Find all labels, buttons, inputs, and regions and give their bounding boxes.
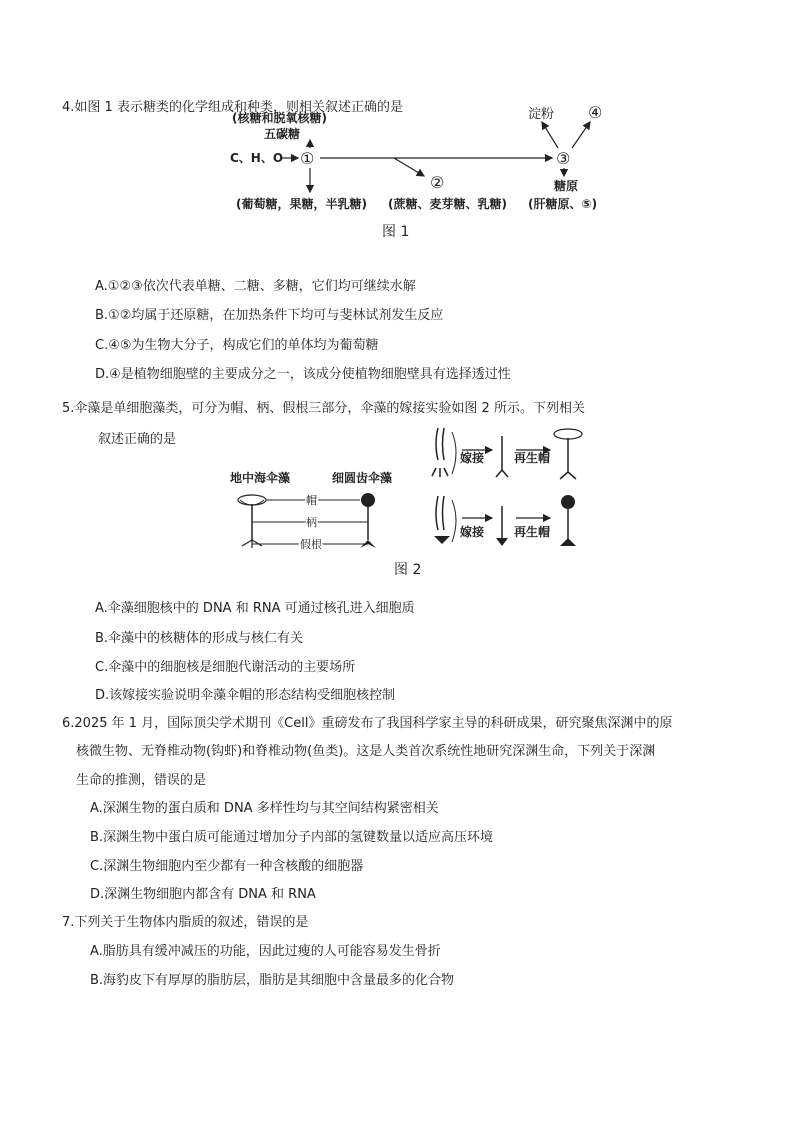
q4-option-d[interactable]: D.④是植物细胞壁的主要成分之一，该成分使植物细胞壁具有选择透过性 (95, 367, 511, 382)
node-3-label: ③ (556, 149, 571, 168)
figure-1-sugar-diagram (222, 96, 642, 246)
q5-option-d[interactable]: D.该嫁接实验说明伞藻伞帽的形态结构受细胞核控制 (95, 688, 396, 703)
glycogen-label: 糖原 (554, 179, 579, 193)
q6-option-c[interactable]: C.深渊生物细胞内至少都有一种含核酸的细胞器 (90, 859, 364, 874)
graft-label-bottom: 嫁接 (460, 525, 485, 539)
starch-label: 淀粉 (528, 107, 555, 122)
stalk-label: 柄 (306, 516, 317, 529)
q6-stem-line2: 核微生物、无脊椎动物(钩虾)和脊椎动物(鱼类)。这是人类首次系统性地研究深渊生命，下列关于深渊 (76, 744, 656, 759)
node-2-label: ② (430, 173, 445, 192)
graft-label-top: 嫁接 (460, 451, 485, 465)
q5-option-b[interactable]: B.伞藻中的核糖体的形成与核仁有关 (95, 631, 304, 646)
pentose-types-label: (核糖和脱氧核糖) (232, 111, 327, 125)
cap-label: 帽 (306, 494, 317, 507)
regen-label-bottom: 再生帽 (514, 525, 551, 539)
q4-option-c[interactable]: C.④⑤为生物大分子，构成它们的单体均为葡萄糖 (95, 338, 379, 353)
node-1-label: ① (300, 149, 315, 168)
regen-label-top: 再生帽 (514, 451, 551, 465)
figure-1-caption: 图 1 (382, 224, 410, 240)
figure-2-caption: 图 2 (394, 562, 422, 578)
q4-option-b[interactable]: B.①②均属于还原糖，在加热条件下均可与斐林试剂发生反应 (95, 308, 444, 323)
left-species-label: 地中海伞藻 (230, 471, 291, 485)
q6-stem-line3: 生命的推测，错误的是 (76, 773, 207, 788)
element-label: C、H、O (230, 151, 284, 165)
q4-stem: 4.如图 1 表示糖类的化学组成和种类，则相关叙述正确的是 (62, 100, 403, 115)
q5-stem-line1: 5.伞藻是单细胞藻类，可分为帽、柄、假根三部分，伞藻的嫁接实验如图 2 所示。下列相关 (62, 401, 585, 416)
right-species-label: 细圆齿伞藻 (332, 471, 393, 485)
glycogen-types-label: (肝糖原、⑤) (528, 197, 598, 211)
q5-option-c[interactable]: C.伞藻中的细胞核是细胞代谢活动的主要场所 (95, 660, 356, 675)
node-4-label: ④ (588, 103, 603, 122)
q5-option-a[interactable]: A.伞藻细胞核中的 DNA 和 RNA 可通过核孔进入细胞质 (95, 601, 415, 616)
q6-stem-line1: 6.2025 年 1 月，国际顶尖学术期刊《Cell》重磅发布了我国科学家主导的科研成果，研究聚焦深渊中的原 (62, 716, 673, 731)
pentose-label: 五碳糖 (264, 127, 301, 141)
q7-option-b[interactable]: B.海豹皮下有厚厚的脂肪层，脂肪是其细胞中含量最多的化合物 (90, 973, 455, 988)
q7-option-a[interactable]: A.脂肪具有缓冲减压的功能，因此过瘦的人可能容易发生骨折 (90, 944, 441, 959)
figure-2-acetabularia-diagram (220, 422, 620, 582)
q6-option-b[interactable]: B.深渊生物中蛋白质可能通过增加分子内部的氢键数量以适应高压环境 (90, 830, 494, 845)
q7-stem: 7.下列关于生物体内脂质的叙述，错误的是 (62, 915, 309, 930)
rhizoid-label: 假根 (300, 538, 322, 551)
di-types-label: (蔗糖、麦芽糖、乳糖) (388, 197, 507, 211)
q6-option-a[interactable]: A.深渊生物的蛋白质和 DNA 多样性均与其空间结构紧密相关 (90, 801, 439, 816)
q4-option-a[interactable]: A.①②③依次代表单糖、二糖、多糖，它们均可继续水解 (95, 279, 416, 294)
q6-option-d[interactable]: D.深渊生物细胞内都含有 DNA 和 RNA (90, 887, 316, 902)
q5-stem-line2: 叙述正确的是 (98, 432, 177, 447)
mono-types-label: (葡萄糖，果糖，半乳糖) (236, 197, 367, 211)
